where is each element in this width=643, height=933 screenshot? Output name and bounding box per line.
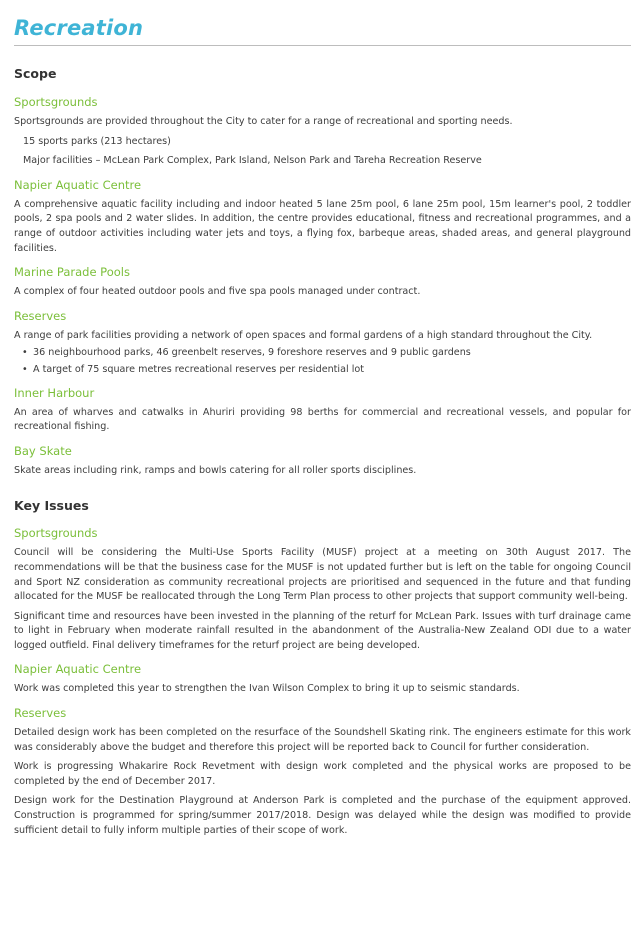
issues-reserves-p2: Work is progressing Whakarire Rock Revetment with design work completed and the physical works are proposed to be completed by the end of December 2017. [14,761,631,787]
scope-marine-text: A complex of four heated outdoor pools and five spa pools managed under contract. [14,286,421,298]
issues-aquatic-heading: Napier Aquatic Centre [14,662,142,677]
key-issues-heading: Key Issues [14,498,89,514]
scope-aquatic-text: A comprehensive aquatic facility including and indoor heated 5 lane 25m pool, 6 lane 25m pool, 15m learner's pool, 2 toddler pools, 2 spa pools and 2 water slides. In addition, the centre provides educational, fitness and recreational programmes, and a range of outdoor activities including water jets and toys, a flying fox, barbeque areas, shaded areas, and general playground facilities. [14,198,631,254]
document-body [14,66,631,838]
scope-marine-heading: Marine Parade Pools [14,265,130,280]
scope-harbour-text: An area of wharves and catwalks in Ahuriri providing 98 berths for commercial and recreational vessels, and popular for recreational fishing. [14,406,631,433]
issues-sportsgrounds-p1: Council will be considering the Multi-Use Sports Facility (MUSF) project at a meeting on 30th August 2017. The recommendations will be that the business case for the MUSF is not updated further but is left on the table for ongoing Council and Sport NZ consideration as community recreational projects are prioritised and sequenced in the future and that funding allocated for the MUSF be reallocated through the Long Term Plan process to other projects that support community well-being. [14,547,631,603]
scope-sportsgrounds-text: Sportsgrounds are provided throughout the City to cater for a range of recreational and sporting needs. [14,116,513,127]
scope-reserves-heading: Reserves [14,308,67,323]
scope-sportsgrounds-heading: Sportsgrounds [14,95,98,109]
scope-heading: Scope [14,66,57,81]
issues-reserves-p1: Detailed design work has been completed on the resurface of the Soundshell Skating rink. The engineers estimate for this work was considerably above the budget and therefore this project will be reported back to Council for further consideration. [14,727,631,753]
scope-aquatic-heading: Napier Aquatic Centre [14,177,142,192]
scope-skate-heading: Bay Skate [14,443,72,458]
issues-reserves-p3: Design work for the Destination Playground at Anderson Park is completed and the purchase of the equipment approved. Construction is programmed for spring/summer 2017/2018. Design was delayed while the design was modified to provide sufficient detail to fully inform multiple parties of their scope of work. [14,795,631,836]
list-item: • A target of 75 square metres recreational reserves per residential lot [22,363,631,378]
scope-reserves-list [14,346,631,377]
title-divider [14,45,631,46]
scope-sportsgrounds-item: 15 sports parks (213 hectares) [23,135,171,147]
issues-sportsgrounds-heading: Sportsgrounds [14,526,98,541]
issues-sportsgrounds-p2: Significant time and resources have been invested in the planning of the returf for McLean Park. Issues with turf drainage came to light in February when moderate rainfall resulted in the abandonment of the Australia-New Zealand ODI due to a water logged outfield. Final delivery timeframes for the returf project are being developed. [14,610,631,651]
scope-harbour-heading: Inner Harbour [14,385,95,400]
issues-aquatic-text: Work was completed this year to strengthen the Ivan Wilson Complex to bring it up to seismic standards. [14,683,520,695]
page-title: Recreation [14,16,144,40]
issues-reserves-heading: Reserves [14,706,67,721]
scope-reserves-text: A range of park facilities providing a network of open spaces and formal gardens of a high standard throughout the City. [14,329,593,341]
scope-sportsgrounds-item: Major facilities – McLean Park Complex, Park Island, Nelson Park and Tareha Recreation Reserve [23,155,482,167]
scope-skate-text: Skate areas including rink, ramps and bowls catering for all roller sports disciplines. [14,464,417,476]
list-item: • 36 neighbourhood parks, 46 greenbelt reserves, 9 foreshore reserves and 9 public gardens [22,346,631,361]
